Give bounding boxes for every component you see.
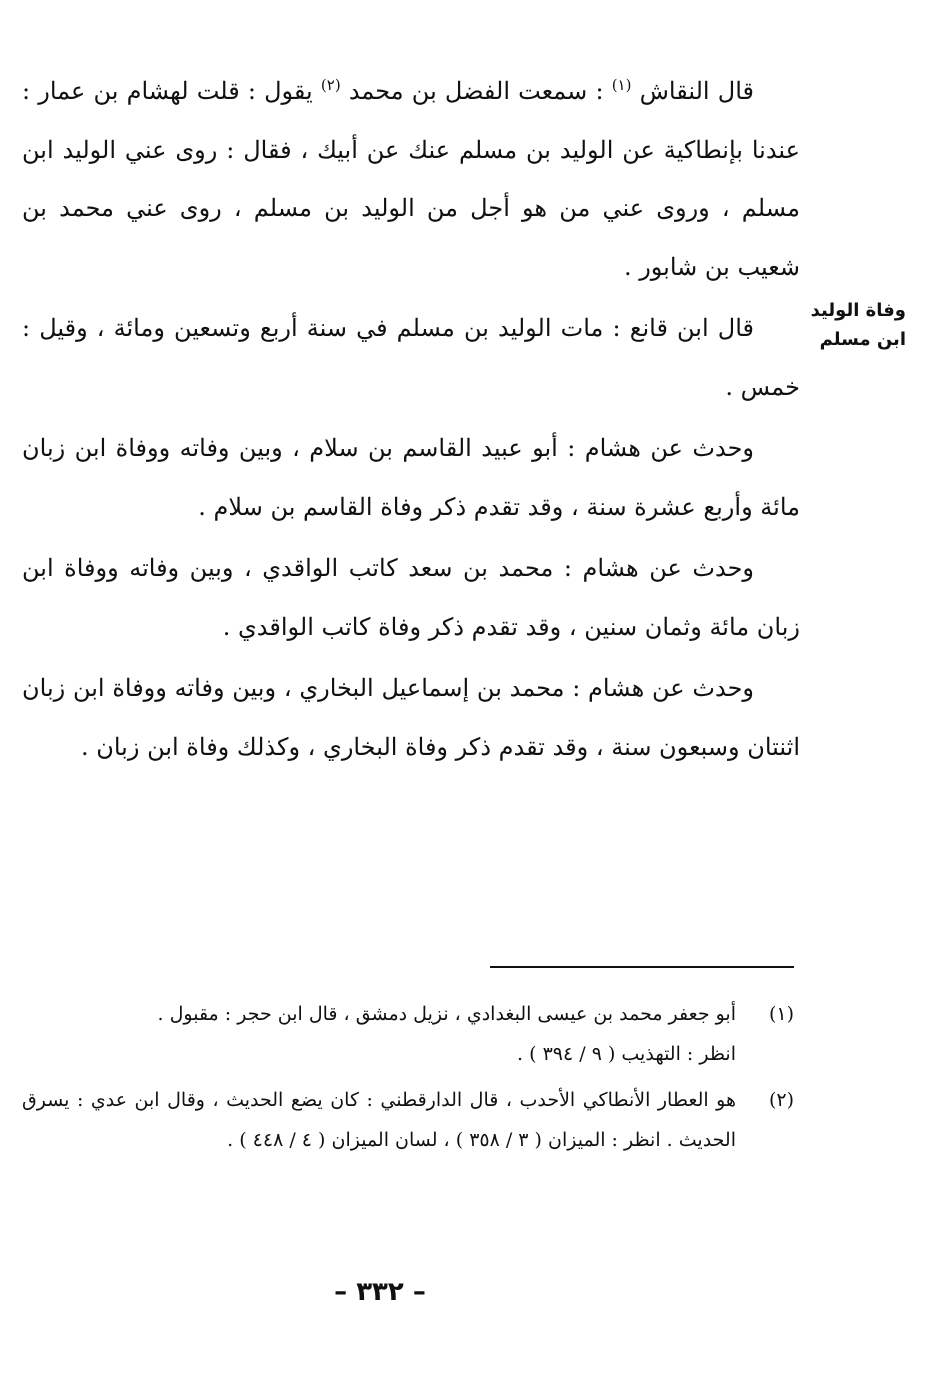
margin-heading: [806, 296, 906, 354]
footnote-1-line-2: انظر : التهذيب ( ٩ / ٣٩٤ ) .: [517, 1043, 736, 1065]
footnote-1-number: (١): [768, 1003, 794, 1025]
footnote-2-number: (٢): [768, 1089, 794, 1111]
paragraph-2: قال ابن قانع : مات الوليد بن مسلم في سنة أربع وتسعين ومائة ، وقيل : خمس .: [22, 314, 800, 401]
footnote-ref-2[interactable]: (٢): [320, 76, 341, 94]
footnote-1: [22, 994, 794, 1074]
paragraph-1-part-1: قال النقاش: [639, 77, 754, 105]
paragraph-5: وحدث عن هشام : محمد بن إسماعيل البخاري ، وبين وفاته ووفاة ابن زبان اثنتان وسبعون سنة ، وقد تقدم ذكر وفاة البخاري ، وكذلك وفاة ابن زبان .: [22, 674, 800, 761]
footnotes: [22, 994, 794, 1160]
main-text: [22, 62, 800, 776]
paragraph-1-part-3: يقول : قلت لهشام بن عمار : عندنا بإنطاكية عن الوليد بن مسلم عنك عن أبيك ، فقال : روى عني الوليد ابن مسلم ، وروى عني من هو أجل من الوليد بن مسلم ، روى عني محمد بن شعيب بن شابور .: [22, 77, 800, 281]
paragraph-4: وحدث عن هشام : محمد بن سعد كاتب الواقدي ، وبين وفاته ووفاة ابن زبان مائة وثمان سنين ، وقد تقدم ذكر وفاة كاتب الواقدي .: [22, 554, 800, 641]
footnote-1-line-1: أبو جعفر محمد بن عيسى البغدادي ، نزيل دمشق ، قال ابن حجر : مقبول .: [157, 1003, 736, 1025]
footnote-1-body: [22, 994, 736, 1074]
footnote-2-line-1: هو العطار الأنطاكي الأحدب ، قال الدارقطني : كان يضع الحديث ، وقال ابن عدي : يسرق الحديث . انظر : الميزان ( ٣ / ٣٥٨ ) ، لسان الميزان ( ٤ / ٤٤٨ ) .: [22, 1089, 736, 1151]
margin-heading-line-2: ابن مسلم: [819, 329, 906, 350]
page-number: – ٣٣٢ –: [334, 1277, 426, 1307]
footnote-2-body: [22, 1080, 736, 1160]
paragraph-1-part-2: : سمعت الفضل بن محمد: [348, 77, 612, 105]
footnote-ref-1[interactable]: (١): [611, 76, 632, 94]
margin-heading-line-1: وفاة الوليد: [810, 300, 906, 321]
paragraph-3: وحدث عن هشام : أبو عبيد القاسم بن سلام ، وبين وفاته ووفاة ابن زبان مائة وأربع عشرة سنة ، وقد تقدم ذكر وفاة القاسم بن سلام .: [22, 434, 800, 521]
footnote-separator: [490, 966, 794, 968]
paragraph-1: [22, 62, 800, 296]
footnote-2: [22, 1080, 794, 1160]
